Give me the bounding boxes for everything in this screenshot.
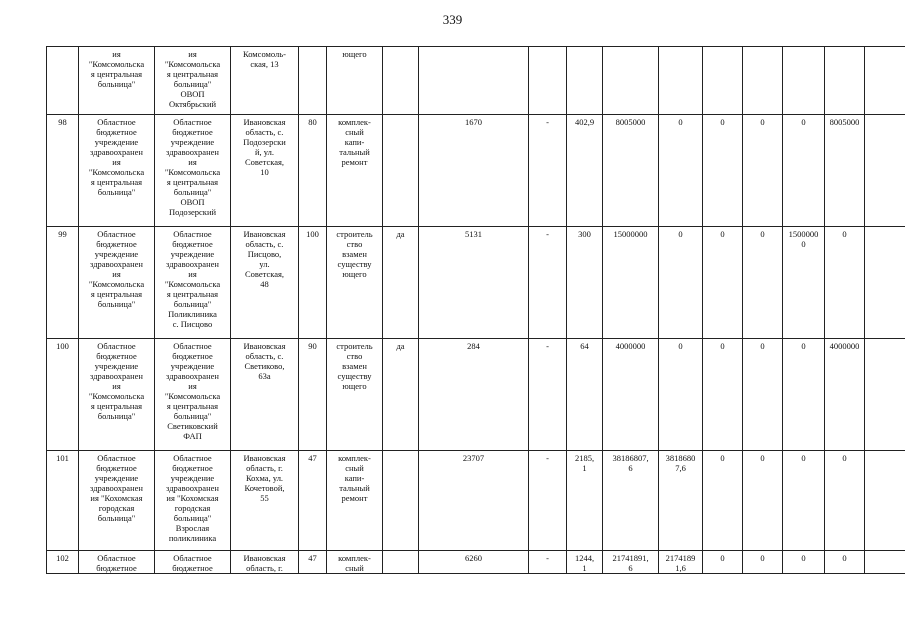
customer-cell: Областное бюджетное учреждение здравоохранен ия "Комсомольска я центральная больница" <box>79 115 155 227</box>
replacement-flag-cell: да <box>383 227 419 339</box>
object-cell: Областное бюджетное учреждение здравоохранен ия "Комсомольска я центральная больница" ОВОП Подозерский <box>155 115 231 227</box>
capacity-cell: 90 <box>299 339 327 451</box>
work-type-cell: ющего <box>327 47 383 115</box>
funding-cell-4: 0 <box>783 551 825 574</box>
total-cost-cell: 38186807, 6 <box>603 451 659 551</box>
work-type-cell: комплек- сный капи- тальный ремонт <box>327 451 383 551</box>
customer-cell: Областное бюджетное учреждение здравоохранен ия "Кохомская городская больница" <box>79 451 155 551</box>
work-type-cell: комплек- сный капи- тальный ремонт <box>327 115 383 227</box>
funding-cell-5: 8005000 <box>825 115 865 227</box>
funding-cell-4: 0 <box>783 339 825 451</box>
funding-cell-5: 0 <box>825 551 865 574</box>
dash-cell: - <box>529 451 567 551</box>
unit-cost-cell: 1244, 1 <box>567 551 603 574</box>
funding-cell-6 <box>865 115 905 227</box>
funding-cell-5: 0 <box>825 227 865 339</box>
row-number-cell: 99 <box>47 227 79 339</box>
funding-cell-2: 0 <box>703 339 743 451</box>
funding-cell-4: 1500000 0 <box>783 227 825 339</box>
unit-cost-cell: 300 <box>567 227 603 339</box>
unit-cost-cell: 64 <box>567 339 603 451</box>
replacement-flag-cell <box>383 47 419 115</box>
replacement-flag-cell <box>383 551 419 574</box>
row-number-cell: 101 <box>47 451 79 551</box>
address-cell: Ивановская область, с. Подозерски й, ул. Советская, 10 <box>231 115 299 227</box>
area-cell <box>419 47 529 115</box>
object-cell: Областное бюджетное учреждение здравоохранен ия "Кохомская городская больница" Взрослая поликлиника <box>155 451 231 551</box>
funding-cell-5: 0 <box>825 451 865 551</box>
total-cost-cell: 15000000 <box>603 227 659 339</box>
capacity-cell <box>299 47 327 115</box>
capital-works-table <box>46 46 905 574</box>
address-cell: Ивановская область, с. Писцово, ул. Советская, 48 <box>231 227 299 339</box>
funding-cell-3 <box>743 47 783 115</box>
address-cell: Ивановская область, г. Кохма, ул. Кочетовой, 55 <box>231 451 299 551</box>
funding-cell-2: 0 <box>703 451 743 551</box>
work-type-cell: комплек- сный <box>327 551 383 574</box>
row-number-cell: 98 <box>47 115 79 227</box>
funding-cell-1: 2174189 1,6 <box>659 551 703 574</box>
address-cell: Ивановская область, с. Светиково, 63а <box>231 339 299 451</box>
work-type-cell: строитель ство взамен существу ющего <box>327 339 383 451</box>
table-row <box>47 551 905 574</box>
funding-cell-4: 0 <box>783 115 825 227</box>
object-cell: Областное бюджетное учреждение здравоохранен ия "Комсомольска я центральная больница" Светиковский ФАП <box>155 339 231 451</box>
row-number-cell: 100 <box>47 339 79 451</box>
funding-cell-3: 0 <box>743 551 783 574</box>
funding-cell-1: 3818680 7,6 <box>659 451 703 551</box>
unit-cost-cell: 402,9 <box>567 115 603 227</box>
unit-cost-cell: 2185, 1 <box>567 451 603 551</box>
page-number: 339 <box>442 12 463 27</box>
capacity-cell: 47 <box>299 551 327 574</box>
funding-cell-2: 0 <box>703 551 743 574</box>
dash-cell: - <box>529 339 567 451</box>
object-cell: Областное бюджетное <box>155 551 231 574</box>
table-row <box>47 227 905 339</box>
address-cell: Ивановская область, г. <box>231 551 299 574</box>
unit-cost-cell <box>567 47 603 115</box>
object-cell: ия "Комсомольска я центральная больница" ОВОП Октябрьский <box>155 47 231 115</box>
funding-cell-3: 0 <box>743 451 783 551</box>
row-number-cell <box>47 47 79 115</box>
customer-cell: Областное бюджетное учреждение здравоохранен ия "Комсомольска я центральная больница" <box>79 227 155 339</box>
dash-cell: - <box>529 227 567 339</box>
funding-cell-1: 0 <box>659 227 703 339</box>
object-cell: Областное бюджетное учреждение здравоохранен ия "Комсомольска я центральная больница" Поликлиника с. Писцово <box>155 227 231 339</box>
funding-cell-2: 0 <box>703 115 743 227</box>
replacement-flag-cell <box>383 451 419 551</box>
work-type-cell: строитель ство взамен существу ющего <box>327 227 383 339</box>
area-cell: 284 <box>419 339 529 451</box>
area-cell: 6260 <box>419 551 529 574</box>
customer-cell: Областное бюджетное учреждение здравоохранен ия "Комсомольска я центральная больница" <box>79 339 155 451</box>
funding-cell-1 <box>659 47 703 115</box>
dash-cell: - <box>529 115 567 227</box>
total-cost-cell <box>603 47 659 115</box>
funding-cell-5: 4000000 <box>825 339 865 451</box>
table-row <box>47 115 905 227</box>
table-row <box>47 451 905 551</box>
funding-cell-3: 0 <box>743 339 783 451</box>
funding-cell-6 <box>865 551 905 574</box>
funding-cell-6 <box>865 227 905 339</box>
total-cost-cell: 21741891, 6 <box>603 551 659 574</box>
funding-cell-4: 0 <box>783 451 825 551</box>
funding-cell-4 <box>783 47 825 115</box>
area-cell: 5131 <box>419 227 529 339</box>
address-cell: Комсомоль- ская, 13 <box>231 47 299 115</box>
capacity-cell: 47 <box>299 451 327 551</box>
replacement-flag-cell: да <box>383 339 419 451</box>
table-row <box>47 47 905 115</box>
funding-cell-1: 0 <box>659 115 703 227</box>
area-cell: 23707 <box>419 451 529 551</box>
funding-cell-6 <box>865 339 905 451</box>
customer-cell: ия "Комсомольска я центральная больница" <box>79 47 155 115</box>
capacity-cell: 100 <box>299 227 327 339</box>
area-cell: 1670 <box>419 115 529 227</box>
dash-cell: - <box>529 551 567 574</box>
funding-cell-6 <box>865 47 905 115</box>
funding-cell-5 <box>825 47 865 115</box>
funding-cell-3: 0 <box>743 115 783 227</box>
total-cost-cell: 4000000 <box>603 339 659 451</box>
funding-cell-1: 0 <box>659 339 703 451</box>
table-row <box>47 339 905 451</box>
dash-cell <box>529 47 567 115</box>
total-cost-cell: 8005000 <box>603 115 659 227</box>
funding-cell-3: 0 <box>743 227 783 339</box>
row-number-cell: 102 <box>47 551 79 574</box>
capacity-cell: 80 <box>299 115 327 227</box>
funding-cell-2 <box>703 47 743 115</box>
customer-cell: Областное бюджетное <box>79 551 155 574</box>
replacement-flag-cell <box>383 115 419 227</box>
funding-cell-6 <box>865 451 905 551</box>
funding-cell-2: 0 <box>703 227 743 339</box>
